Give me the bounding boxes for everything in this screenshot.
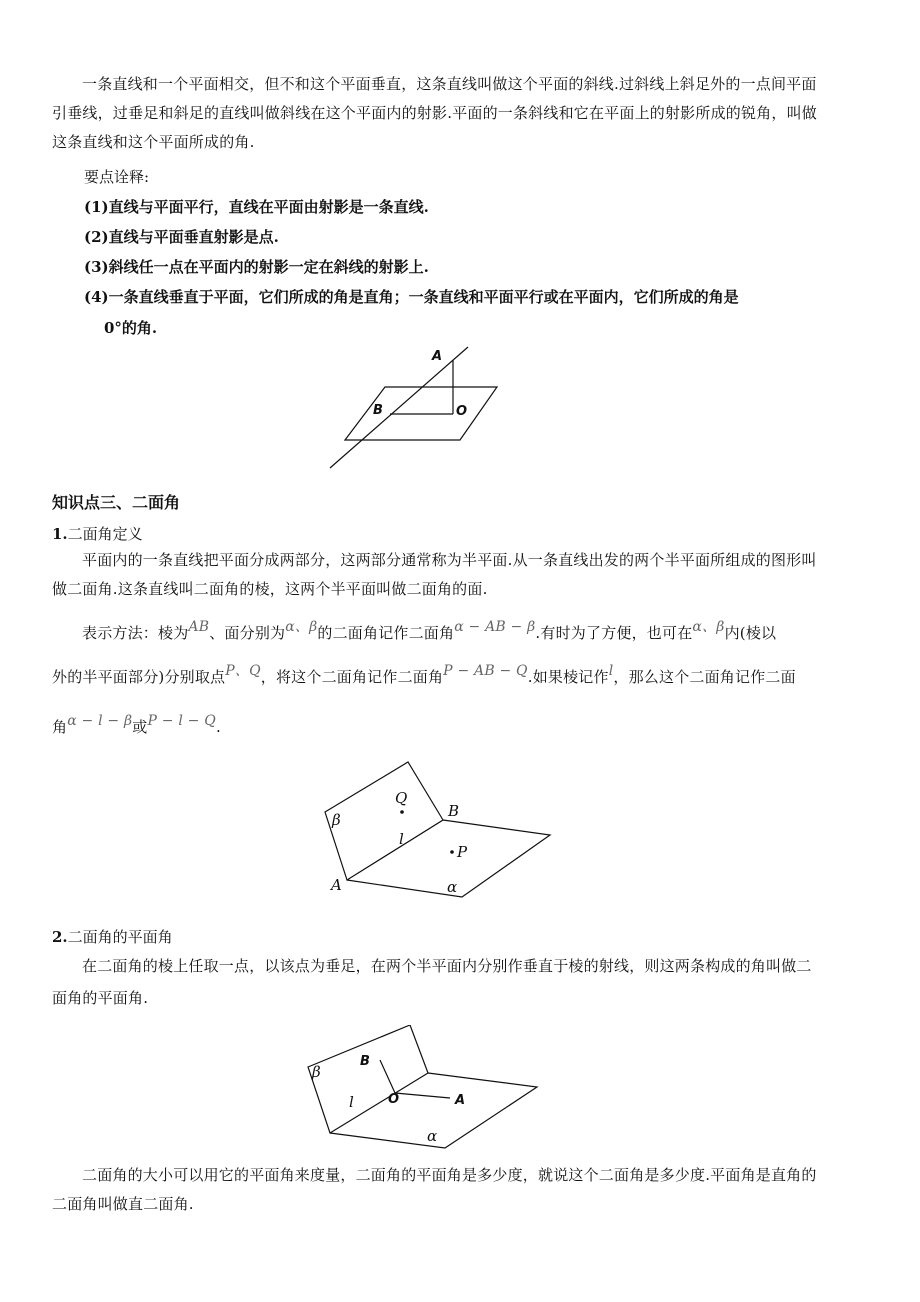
label-B: B [448,802,460,820]
ray-OA [395,1093,450,1098]
subsection-text: 二面角的平面角 [67,928,173,946]
label-alpha: α [427,1127,438,1145]
figure-plane-angle [300,1025,545,1160]
note-num: (4) [84,288,109,306]
intro-line-3: 这条直线和这个平面所成的角. [52,133,255,151]
notation-text: 角 [52,718,68,736]
measure-line-2: 二面角叫做直二面角. [52,1195,194,1213]
label-B: B [373,403,383,418]
subsection-num: 2. [52,928,68,946]
notation-text: ，那么这个二面角记作二面 [613,668,796,686]
measure-line-1: 二面角的大小可以用它的平面角来度量，二面角的平面角是多少度，就说这个二面角是多少度.平面角是直角的 [82,1166,817,1184]
math-expression: P − l − Q [147,713,216,729]
subsection-text: 二面角定义 [67,525,143,543]
notes-label: 要点诠释: [84,168,150,186]
label-Q: Q [395,789,408,807]
label-A: A [432,349,443,364]
notation-text: 表示方法：棱为 [82,624,189,642]
notation-text: .如果棱记作 [527,668,609,686]
math-expression: α、β [692,619,725,635]
figure-dihedral-angle [315,750,560,910]
plane-angle-line-2: 面角的平面角. [52,989,149,1007]
point-Q-dot [400,810,404,814]
point-P-dot [450,850,454,854]
note-num: (3) [84,258,109,276]
notation-line-1 [52,619,872,649]
note-item-1 [84,197,429,217]
intro-line-1: 一条直线和一个平面相交，但不和这个平面垂直，这条直线叫做这个平面的斜线.过斜线上斜足外的一点间平面 [82,75,817,93]
note-item-4 [84,287,739,307]
definition-line-1: 平面内的一条直线把平面分成两部分，这两部分通常称为半平面.从一条直线出发的两个半平面所组成的图形叫 [82,551,817,569]
notation-line-3 [52,713,872,743]
figure-oblique-line [320,340,510,475]
subsection-2-title [52,926,173,947]
note-item-3 [84,257,429,277]
label-l: l [349,1093,354,1111]
label-O: O [388,1092,400,1107]
oblique-line [330,347,468,468]
plane-angle-line-1: 在二面角的棱上任取一点，以该点为垂足，在两个半平面内分别作垂直于棱的射线，则这两条构成的角叫做二 [82,957,812,975]
notation-text: 的二面角记作二面角 [317,624,455,642]
notation-text: 外的半平面部分)分别取点 [52,668,226,686]
subsection-num: 1. [52,525,68,543]
label-A: A [331,876,342,894]
math-expression: α − AB − β [454,619,536,635]
section-title: 知识点三、二面角 [52,493,181,512]
definition-line-2: 做二面角.这条直线叫二面角的棱，这两个半平面叫做二面角的面. [52,580,488,598]
intro-line-2: 引垂线，过垂足和斜足的直线叫做斜线在这个平面内的射影.平面的一条斜线和它在平面上的射影所成的锐角，叫做 [52,104,817,122]
math-expression: P − AB − Q [443,663,528,679]
label-beta: β [312,1063,321,1081]
label-P: P [457,843,468,861]
notation-text: 、面分别为 [209,624,286,642]
label-l: l [399,830,404,848]
ray-OB [380,1060,395,1093]
math-expression: AB [188,619,210,635]
math-expression: l [608,663,614,679]
math-expression: α、β [285,619,318,635]
subsection-1-title [52,523,143,544]
math-expression: α − l − β [67,713,133,729]
half-plane-beta [308,1025,428,1133]
notation-text: 内(棱以 [724,624,777,642]
notation-text: 或 [132,718,148,736]
note-text: 直线与平面平行，直线在平面由射影是一条直线. [108,198,429,216]
note-text: 直线与平面垂直射影是点. [108,228,279,246]
label-alpha: α [447,878,458,896]
note-num: (1) [84,198,109,216]
notation-text: . [215,718,221,736]
half-plane-beta [325,762,443,880]
note-item-2 [84,227,279,247]
note-text: 斜线任一点在平面内的射影一定在斜线的射影上. [108,258,429,276]
note-text: 一条直线垂直于平面，它们所成的角是直角；一条直线和平面平行或在平面内，它们所成的角是 [108,288,739,306]
label-beta: β [332,811,341,829]
notation-line-2 [52,663,872,693]
label-B: B [360,1054,370,1069]
label-O: O [456,404,468,419]
label-A: A [455,1093,466,1108]
math-expression: P、Q [225,663,261,679]
notation-text: .有时为了方便，也可在 [535,624,693,642]
note-num: (2) [84,228,109,246]
note-item-4-cont: 0°的角. [104,319,158,337]
notation-text: ，将这个二面角记作二面角 [260,668,444,686]
